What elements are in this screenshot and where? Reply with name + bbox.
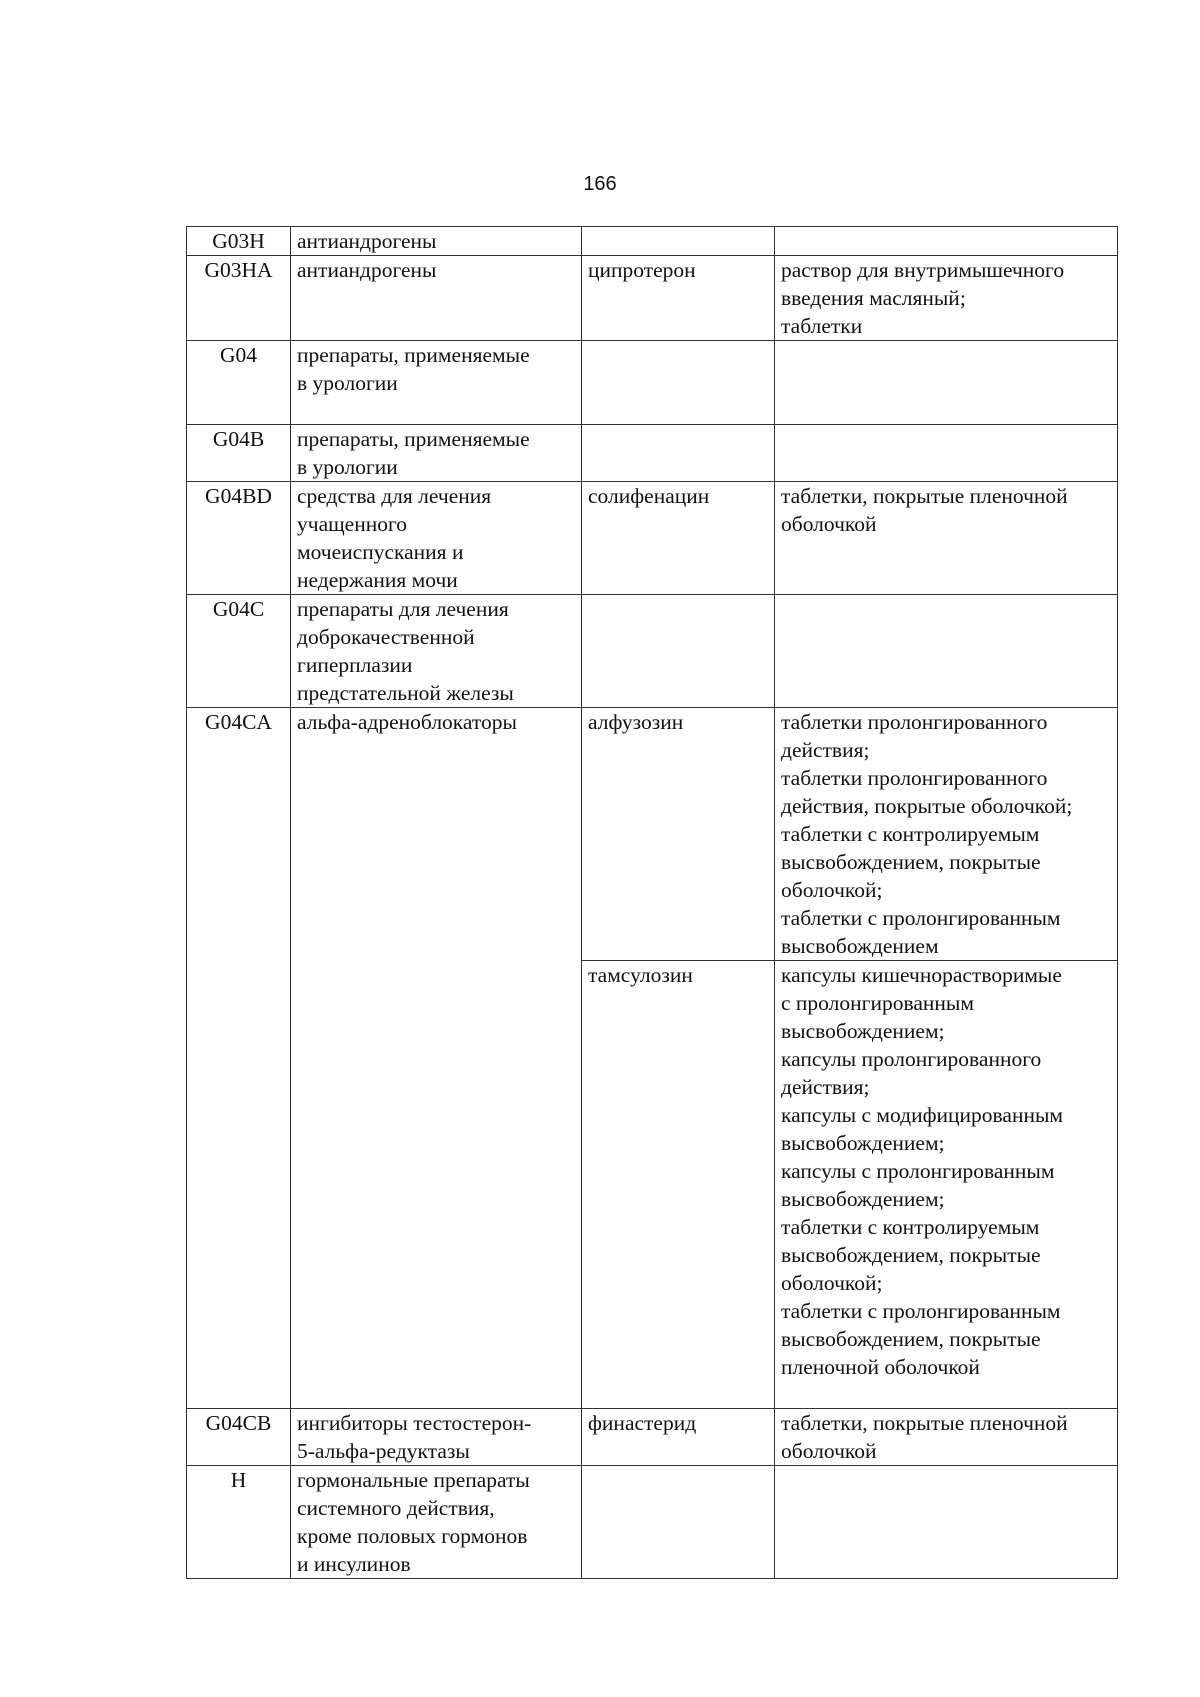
dosage-form-cell xyxy=(775,961,1118,1409)
group-line: в урологии xyxy=(297,455,398,479)
group-line: антиандрогены xyxy=(297,229,437,253)
dosage-form-line: высвобождением; xyxy=(781,1131,945,1155)
inn-cell xyxy=(582,595,775,708)
table-row xyxy=(187,256,1118,341)
group-line: системного действия, xyxy=(297,1496,495,1520)
dosage-form-cell xyxy=(775,1409,1118,1466)
inn-cell xyxy=(582,482,775,595)
dosage-form-line: таблетки xyxy=(781,314,863,338)
group-cell xyxy=(291,1466,582,1579)
dosage-form-line: оболочкой; xyxy=(781,878,883,902)
dosage-form-line: действия; xyxy=(781,738,870,762)
atc-code-cell: G03HA xyxy=(187,256,291,341)
group-line: 5-альфа-редуктазы xyxy=(297,1439,470,1463)
dosage-form-line: таблетки с контролируемым xyxy=(781,822,1040,846)
inn-cell xyxy=(582,227,775,256)
dosage-form-line: высвобождением, покрытые xyxy=(781,1327,1041,1351)
group-cell xyxy=(291,482,582,595)
dosage-form-line: высвобождением, покрытые xyxy=(781,850,1041,874)
atc-code-cell: G04 xyxy=(187,341,291,425)
group-line: препараты, применяемые xyxy=(297,343,530,367)
dosage-form-line: пленочной оболочкой xyxy=(781,1355,980,1379)
dosage-form-line: капсулы с пролонгированным xyxy=(781,1159,1055,1183)
dosage-form-line: капсулы с модифицированным xyxy=(781,1103,1064,1127)
dosage-form-line: высвобождением, покрытые xyxy=(781,1243,1041,1267)
table-row xyxy=(187,1409,1118,1466)
inn-cell xyxy=(582,256,775,341)
atc-code-cell: G03H xyxy=(187,227,291,256)
atc-code-cell: G04BD xyxy=(187,482,291,595)
inn-line: ципротерон xyxy=(588,258,696,282)
dosage-form-line: таблетки пролонгированного xyxy=(781,710,1048,734)
group-line: средства для лечения xyxy=(297,484,492,508)
dosage-form-cell xyxy=(775,341,1118,425)
dosage-form-line: высвобождением; xyxy=(781,1019,945,1043)
group-cell xyxy=(291,1409,582,1466)
group-line: доброкачественной xyxy=(297,625,475,649)
dosage-form-line: с пролонгированным xyxy=(781,991,974,1015)
inn-line: солифенацин xyxy=(588,484,710,508)
dosage-form-line: таблетки, покрытые пленочной xyxy=(781,1411,1068,1435)
dosage-form-line: оболочкой xyxy=(781,1439,877,1463)
dosage-form-cell xyxy=(775,227,1118,256)
inn-line: алфузозин xyxy=(588,710,684,734)
group-cell xyxy=(291,341,582,425)
atc-code-cell: G04B xyxy=(187,425,291,482)
dosage-form-line: высвобождением xyxy=(781,934,939,958)
atc-code-cell: G04C xyxy=(187,595,291,708)
group-line: в урологии xyxy=(297,371,398,395)
dosage-form-line: капсулы кишечнорастворимые xyxy=(781,963,1062,987)
dosage-form-line: таблетки пролонгированного xyxy=(781,766,1048,790)
group-line: препараты для лечения xyxy=(297,597,509,621)
group-line: недержания мочи xyxy=(297,568,458,592)
table-row xyxy=(187,227,1118,256)
group-cell xyxy=(291,708,582,1409)
group-cell xyxy=(291,425,582,482)
atc-code-cell: G04CA xyxy=(187,708,291,1409)
group-line: учащенного xyxy=(297,512,407,536)
dosage-form-line: действия; xyxy=(781,1075,870,1099)
table-row xyxy=(187,708,1118,961)
dosage-form-cell xyxy=(775,708,1118,961)
dosage-form-line: таблетки, покрытые пленочной xyxy=(781,484,1068,508)
page-number: 166 xyxy=(583,173,617,195)
group-line: альфа-адреноблокаторы xyxy=(297,710,517,734)
dosage-form-cell xyxy=(775,425,1118,482)
group-line: кроме половых гормонов xyxy=(297,1524,528,1548)
dosage-form-line: введения масляный; xyxy=(781,286,966,310)
inn-cell xyxy=(582,425,775,482)
dosage-form-line: таблетки с пролонгированным xyxy=(781,1299,1061,1323)
dosage-form-line: таблетки с пролонгированным xyxy=(781,906,1061,930)
dosage-form-line: действия, покрытые оболочкой; xyxy=(781,794,1073,818)
group-line: предстательной железы xyxy=(297,681,514,705)
dosage-form-cell xyxy=(775,1466,1118,1579)
atc-code-cell: G04CB xyxy=(187,1409,291,1466)
dosage-form-line: капсулы пролонгированного xyxy=(781,1047,1042,1071)
dosage-form-line: высвобождением; xyxy=(781,1187,945,1211)
inn-cell xyxy=(582,341,775,425)
group-line: препараты, применяемые xyxy=(297,427,530,451)
dosage-form-cell xyxy=(775,595,1118,708)
table-row xyxy=(187,425,1118,482)
inn-cell xyxy=(582,961,775,1409)
group-line: гиперплазии xyxy=(297,653,413,677)
group-line: ингибиторы тестостерон- xyxy=(297,1411,532,1435)
group-cell xyxy=(291,256,582,341)
dosage-form-line: таблетки с контролируемым xyxy=(781,1215,1040,1239)
group-cell xyxy=(291,227,582,256)
table-body xyxy=(187,227,1118,1579)
drug-classification-table xyxy=(186,226,1118,1579)
group-line: антиандрогены xyxy=(297,258,437,282)
inn-line: финастерид xyxy=(588,1411,697,1435)
inn-cell xyxy=(582,1466,775,1579)
inn-cell xyxy=(582,1409,775,1466)
dosage-form-line: оболочкой; xyxy=(781,1271,883,1295)
table-row xyxy=(187,1466,1118,1579)
inn-cell xyxy=(582,708,775,961)
dosage-form-cell xyxy=(775,482,1118,595)
inn-line: тамсулозин xyxy=(588,963,693,987)
table-row xyxy=(187,482,1118,595)
atc-code-cell: H xyxy=(187,1466,291,1579)
dosage-form-cell xyxy=(775,256,1118,341)
table-row xyxy=(187,595,1118,708)
table-row xyxy=(187,341,1118,425)
group-cell xyxy=(291,595,582,708)
group-line: гормональные препараты xyxy=(297,1468,530,1492)
group-line: и инсулинов xyxy=(297,1552,411,1576)
dosage-form-line: раствор для внутримышечного xyxy=(781,258,1065,282)
dosage-form-line: оболочкой xyxy=(781,512,877,536)
group-line: мочеиспускания и xyxy=(297,540,464,564)
